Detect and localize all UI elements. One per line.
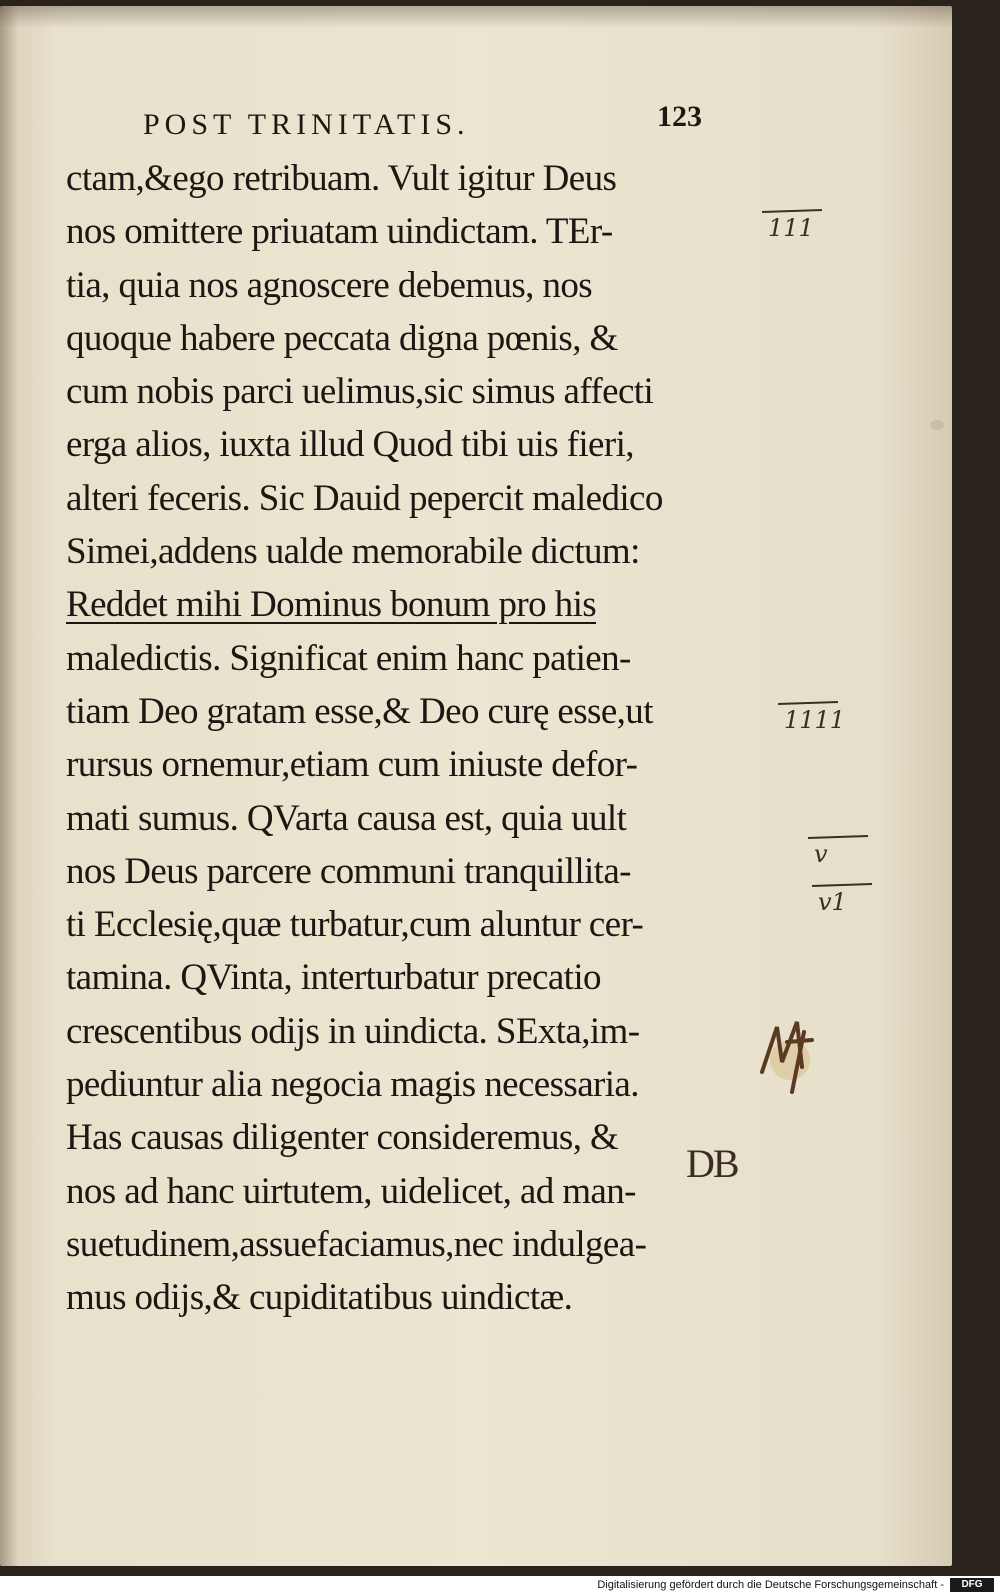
text-line: crescentibus odijs in uindicta. SExta,im- xyxy=(66,1010,640,1052)
text-line: suetudinem,assuefaciamus,nec indulgea- xyxy=(66,1223,647,1265)
foxing-stain xyxy=(930,420,944,430)
dfg-logo: DFG xyxy=(950,1578,994,1592)
text-line: nos ad hanc uirtutem, uidelicet, ad man- xyxy=(66,1170,636,1212)
text-block xyxy=(66,152,756,1325)
margin-note-v1: v1 xyxy=(818,888,847,916)
text-line: tamina. QVinta, interturbatur precatio xyxy=(66,957,601,999)
text-line: nos omittere priuatam uindictam. TEr- xyxy=(66,211,613,253)
text-line: pediuntur alia negocia magis necessaria. xyxy=(66,1064,639,1106)
margin-note-111: 111 xyxy=(768,214,814,242)
text-line: Simei,addens ualde memorabile dictum: xyxy=(66,531,640,573)
text-line: rursus ornemur,etiam cum iniuste defor- xyxy=(66,744,638,786)
text-line: ti Ecclesię,quæ turbatur,cum aluntur cer- xyxy=(66,904,644,946)
text-line: tia, quia nos agnoscere debemus, nos xyxy=(66,264,593,306)
text-line: mus odijs,& cupiditatibus uindictæ. xyxy=(66,1277,573,1319)
margin-note-1111: 1111 xyxy=(784,706,846,734)
spine-shadow xyxy=(0,6,18,1566)
text-line: maledictis. Significat enim hanc patien- xyxy=(66,637,631,679)
handwritten-scribble xyxy=(752,1012,822,1102)
page-number: 123 xyxy=(657,100,702,133)
text-line: quoque habere peccata digna pœnis, & xyxy=(66,317,618,359)
top-edge-shadow xyxy=(0,6,952,28)
signature-mark: DB xyxy=(686,1141,738,1186)
text-line: alteri feceris. Sic Dauid pepercit maledico xyxy=(66,477,663,519)
text-line: ctam,&ego retribuam. Vult igitur Deus xyxy=(66,158,617,199)
text-line: nos Deus parcere communi tranquillita- xyxy=(66,850,631,892)
text-line: mati sumus. QVarta causa est, quia uult xyxy=(66,797,627,839)
running-head: POST TRINITATIS. xyxy=(143,108,470,141)
text-line: cum nobis parci uelimus,sic simus affecti xyxy=(66,371,654,413)
margin-note-v: v xyxy=(814,840,828,868)
text-line: Has causas diligenter consideremus, & xyxy=(66,1117,619,1159)
text-line-underlined: Reddet mihi Dominus bonum pro his xyxy=(66,584,597,626)
text-line: erga alios, iuxta illud Quod tibi uis fieri, xyxy=(66,424,634,466)
footer-credit: Digitalisierung gefördert durch die Deutsche Forschungsgemeinschaft - xyxy=(597,1579,944,1591)
text-line: tiam Deo gratam esse,& Deo curę esse,ut xyxy=(66,690,653,732)
